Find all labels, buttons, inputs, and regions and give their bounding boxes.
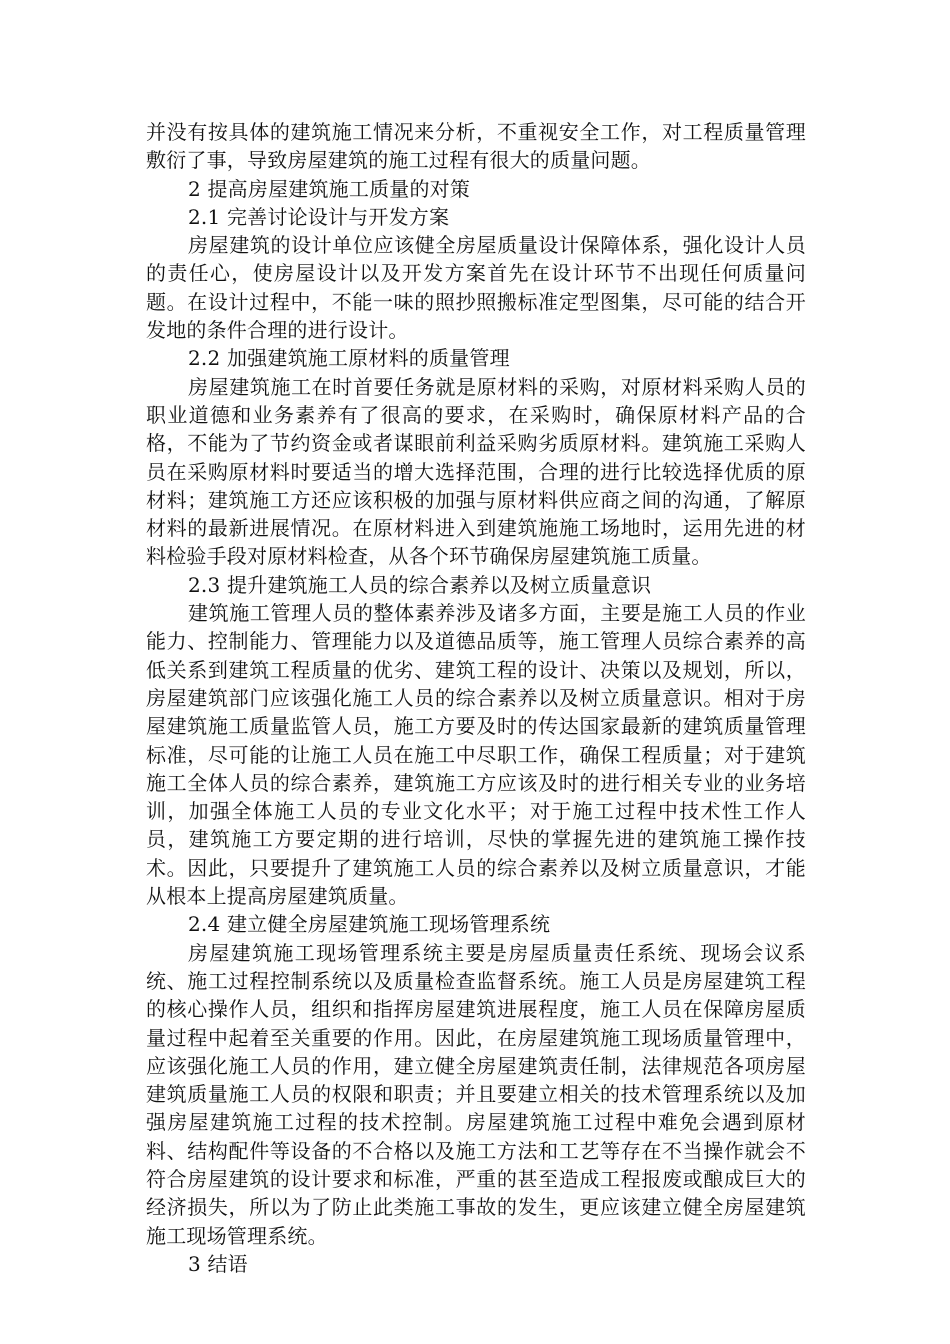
paragraph-2-3: 建筑施工管理人员的整体素养涉及诸多方面，主要是施工人员的作业能力、控制能力、管理能力以及道德品质等，施工管理人员综合素养的高低关系到建筑工程质量的优劣、建筑工程的设计、决策以及规划，所以，房屋建筑部门应该强化施工人员的综合素养以及树立质量意识。相对于房屋建筑施工质量监管人员，施工方要及时的传达国家最新的建筑质量管理标准，尽可能的让施工人员在施工中尽职工作，确保工程质量；对于建筑施工全体人员的综合素养，建筑施工方应该及时的进行相关专业的业务培训，加强全体施工人员的专业文化水平；对于施工过程中技术性工作人员，建筑施工方要定期的进行培训，尽快的掌握先进的建筑施工操作技术。因此，只要提升了建筑施工人员的综合素养以及树立质量意识，才能从根本上提高房屋建筑质量。 — [146, 601, 806, 909]
paragraph-2-4: 房屋建筑施工现场管理系统主要是房屋质量责任系统、现场会议系统、施工过程控制系统以及质量检查监督系统。施工人员是房屋建筑工程的核心操作人员，组织和指挥房屋建筑进展程度，施工人员在保障房屋质量过程中起着至关重要的作用。因此，在房屋建筑施工现场质量管理中，应该强化施工人员的作用，建立健全房屋建筑责任制，法律规范各项房屋建筑质量施工人员的权限和职责；并且要建立相关的技术管理系统以及加强房屋建筑施工过程的技术控制。房屋建筑施工过程中难免会遇到原材料、结构配件等设备的不合格以及施工方法和工艺等存在不当操作就会不符合房屋建筑的设计要求和标准，严重的甚至造成工程报废或酿成巨大的经济损失，所以为了防止此类施工事故的发生，更应该建立健全房屋建筑施工现场管理系统。 — [146, 940, 806, 1248]
section-heading-2: 2 提高房屋建筑施工质量的对策 — [188, 176, 471, 201]
subsection-heading-2-2: 2.2 加强建筑施工原材料的质量管理 — [188, 346, 510, 371]
subsection-heading-2-4: 2.4 建立健全房屋建筑施工现场管理系统 — [188, 912, 551, 937]
paragraph-2-1: 房屋建筑的设计单位应该健全房屋质量设计保障体系，强化设计人员的责任心，使房屋设计以及开发方案首先在设计环节不出现任何质量问题。在设计过程中，不能一味的照抄照搬标准定型图集，尽可能的结合开发地的条件合理的进行设计。 — [146, 233, 806, 343]
paragraph-continued: 并没有按具体的建筑施工情况来分析，不重视安全工作，对工程质量管理敷衍了事，导致房屋建筑的施工过程有很大的质量问题。 — [146, 120, 806, 173]
paragraph-2-2: 房屋建筑施工在时首要任务就是原材料的采购，对原材料采购人员的职业道德和业务素养有了很高的要求，在采购时，确保原材料产品的合格，不能为了节约资金或者谋眼前利益采购劣质原材料。建筑施工采购人员在采购原材料时要适当的增大选择范围，合理的进行比较选择优质的原材料；建筑施工方还应该积极的加强与原材料供应商之间的沟通，了解原材料的最新进展情况。在原材料进入到建筑施施工场地时，运用先进的材料检验手段对原材料检查，从各个环节确保房屋建筑施工质量。 — [146, 374, 806, 569]
subsection-heading-2-1: 2.1 完善讨论设计与开发方案 — [188, 204, 450, 229]
section-heading-3: 3 结语 — [188, 1251, 248, 1276]
subsection-heading-2-3: 2.3 提升建筑施工人员的综合素养以及树立质量意识 — [188, 572, 652, 597]
document-body — [146, 118, 806, 1278]
